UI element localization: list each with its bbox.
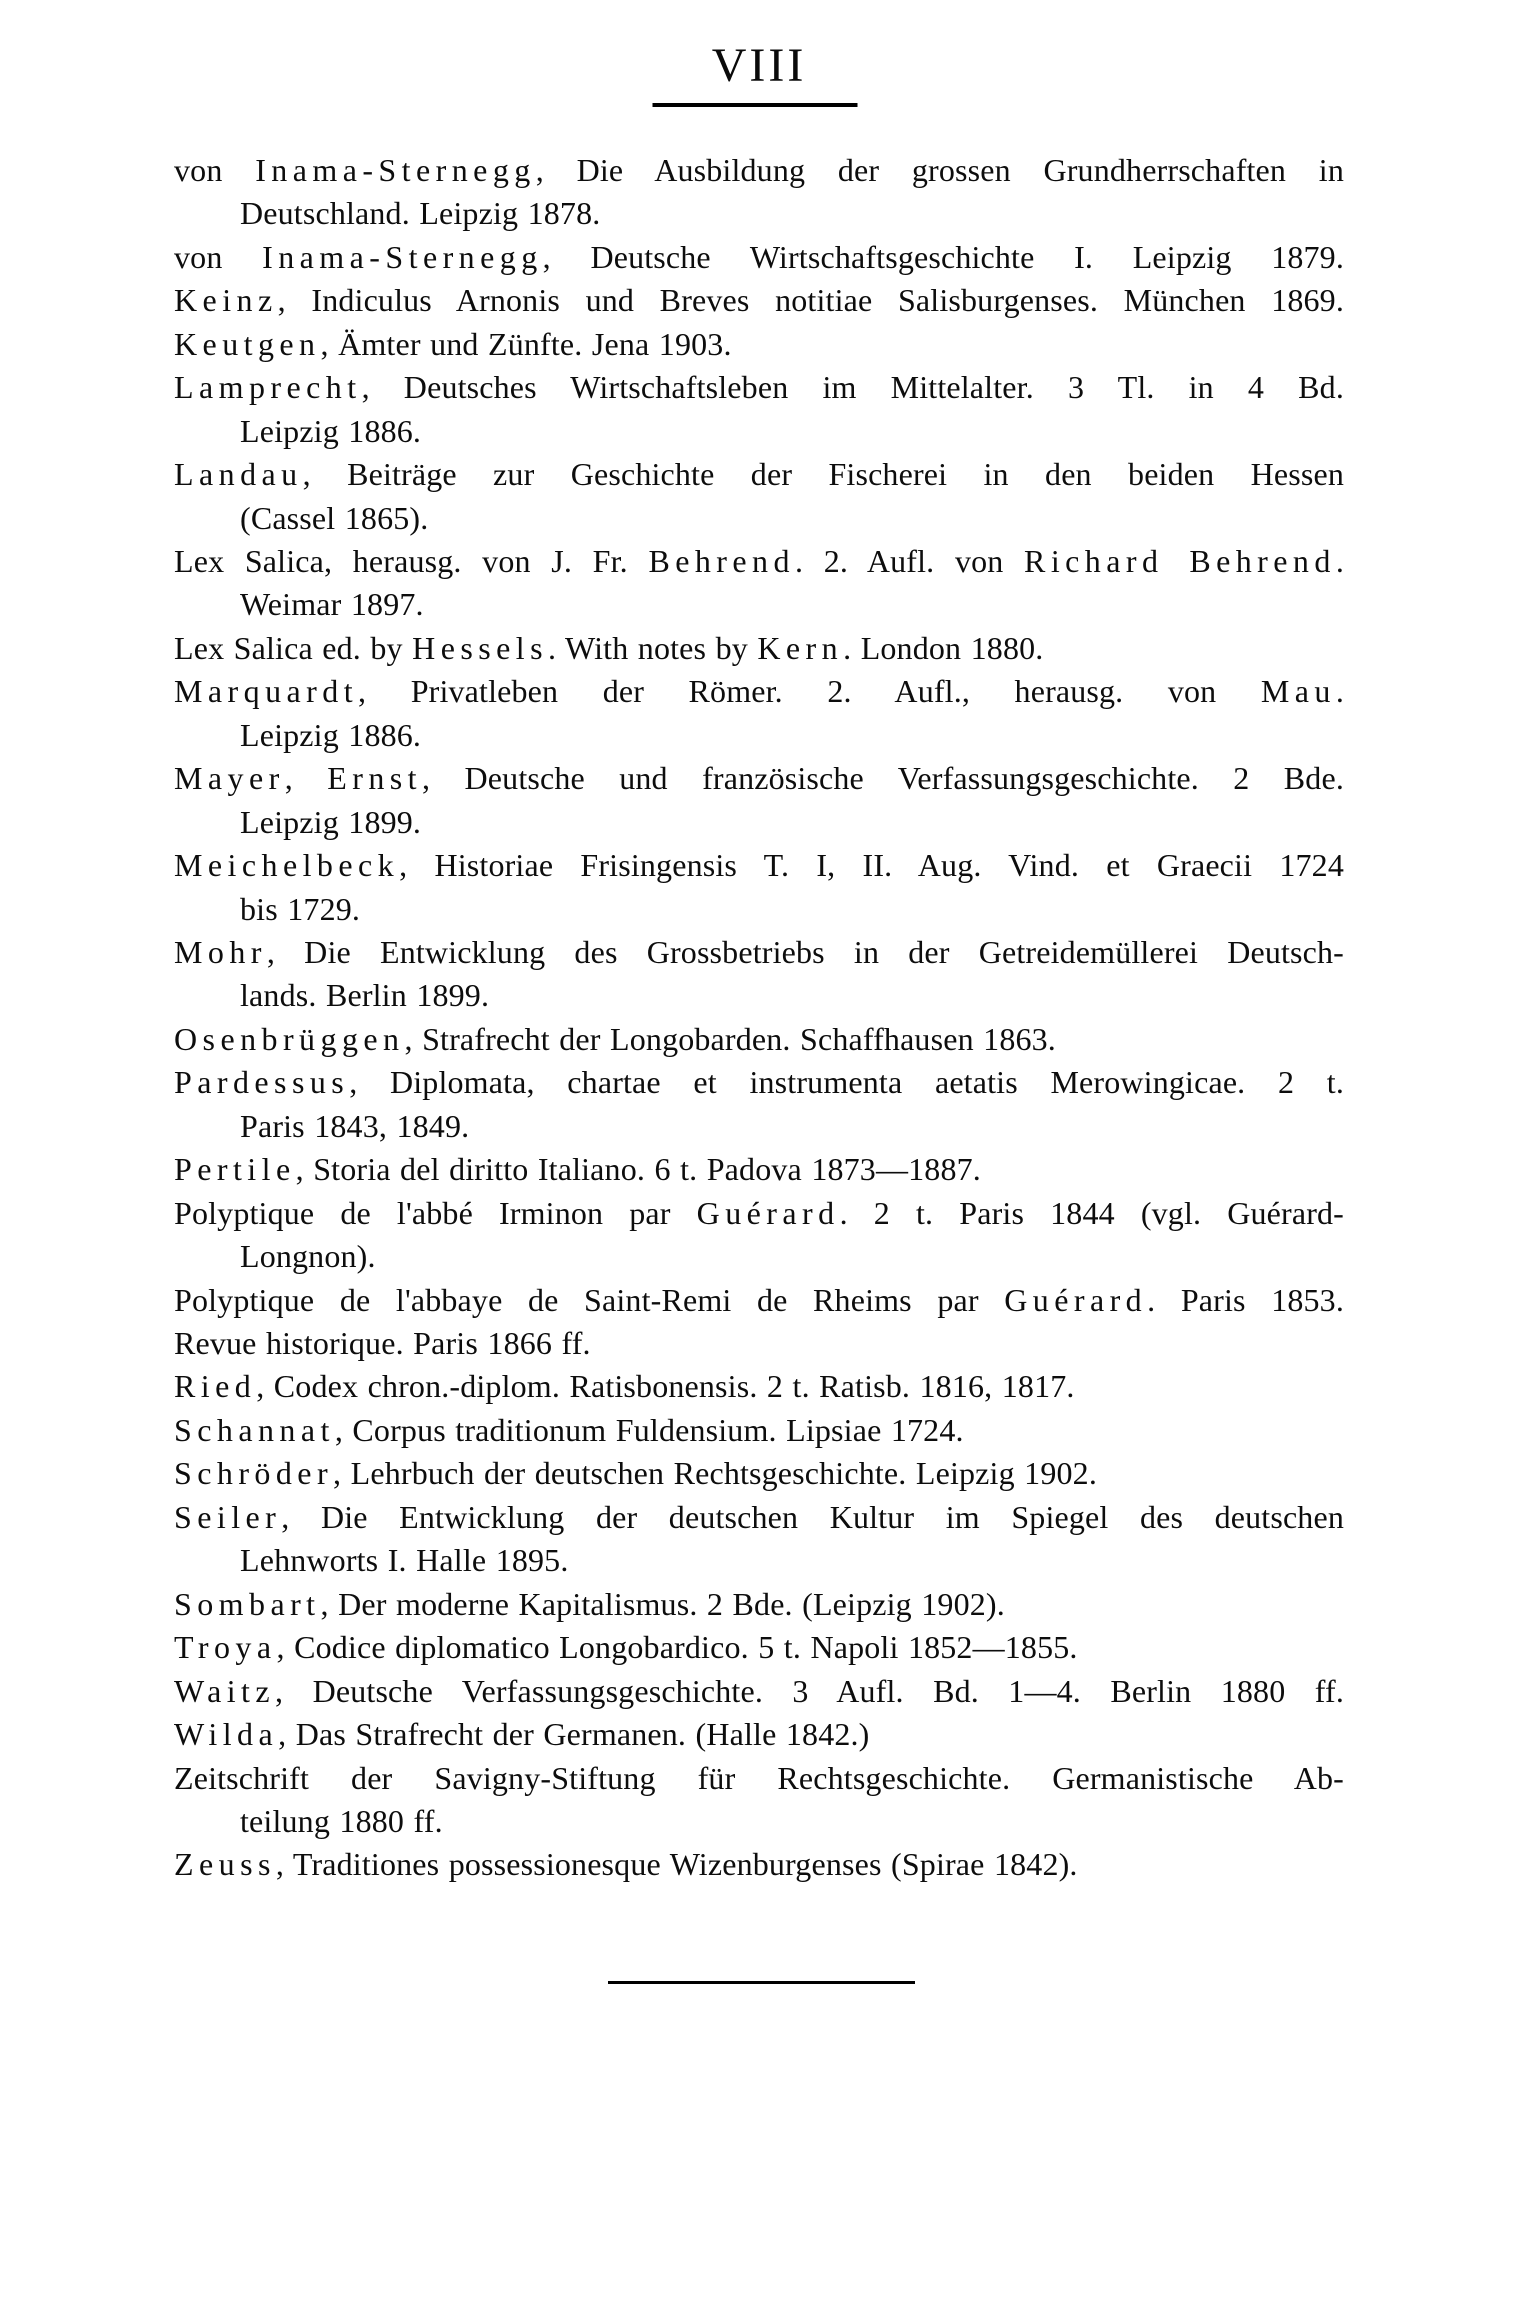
bib-line	[174, 192, 1344, 235]
bib-line	[174, 279, 1344, 322]
bib-line	[174, 844, 1344, 887]
bib-author-name: Mohr	[174, 934, 267, 971]
bib-line	[174, 1496, 1344, 1539]
bib-author-name: Mayer	[174, 760, 285, 797]
bib-line	[174, 670, 1344, 713]
bib-text: Polyptique de l'abbé Irminon par	[174, 1194, 697, 1231]
bib-text: Zeitschrift der Savigny-Stiftung für Rechtsgeschichte. Germanistische Ab-	[174, 1759, 1344, 1796]
footer-rule	[608, 1981, 915, 1984]
bib-text: , Die Ausbildung der grossen Grundherrschaften in	[535, 152, 1344, 188]
bib-text: , Storia del diritto Italiano. 6 t. Padova 1873—1887.	[295, 1151, 981, 1188]
bib-text: . With notes by	[548, 629, 758, 666]
bib-text: , Deutsche und französische Verfassungsgeschichte. 2 Bde.	[422, 760, 1344, 797]
bib-line	[174, 1105, 1344, 1148]
bib-author-name: Schannat	[174, 1411, 335, 1448]
bib-author-name: Landau	[174, 456, 303, 493]
bib-text: Leipzig 1886.	[240, 412, 422, 449]
bib-line	[174, 1018, 1344, 1061]
bib-text: , Codex chron.-diplom. Ratisbonensis. 2 t. Ratisb. 1816, 1817.	[256, 1368, 1075, 1405]
bib-author-name: Troya	[174, 1629, 277, 1666]
page-number-heading: VIII	[711, 39, 807, 92]
bib-author-name: Inama-Sternegg	[255, 152, 536, 188]
bib-text: teilung 1880 ff.	[240, 1802, 443, 1839]
bib-line	[174, 1713, 1344, 1756]
bib-line	[174, 1452, 1344, 1495]
bib-text: . London 1880.	[843, 629, 1044, 666]
bib-author-name: Schröder	[174, 1455, 334, 1492]
bib-author-name: Zeuss	[174, 1846, 276, 1883]
bib-author-name: Pardessus	[174, 1064, 350, 1101]
header-rule	[653, 103, 858, 107]
bib-line	[174, 714, 1344, 757]
bib-line	[174, 1757, 1344, 1800]
bib-author-name: Richard Behrend	[1024, 543, 1336, 579]
bib-line	[174, 453, 1344, 496]
bib-text: Deutschland. Leipzig 1878.	[240, 195, 601, 232]
bib-line	[174, 1843, 1344, 1886]
bib-text: , Indiculus Arnonis und Breves notitiae Salisburgenses. München 1869.	[277, 282, 1344, 319]
bib-text: , Die Entwicklung der deutschen Kultur im Spiegel des deutschen	[281, 1498, 1344, 1535]
bib-author-name: Marquardt	[174, 673, 359, 710]
bib-text: , Deutsche Verfassungsgeschichte. 3 Aufl. Bd. 1—4. Berlin 1880 ff.	[275, 1672, 1344, 1709]
bib-text: Lex Salica ed. by	[174, 629, 413, 666]
bib-text: bis 1729.	[240, 890, 361, 927]
bib-author-name: Guérard	[696, 1194, 840, 1231]
bib-text: Lex Salica, herausg. von J. Fr.	[174, 543, 649, 579]
bib-line	[174, 1800, 1344, 1843]
bib-text: Leipzig 1899.	[240, 803, 422, 840]
bib-text: Lehnworts I. Halle 1895.	[240, 1542, 569, 1579]
bib-author-name: Inama-Sternegg	[262, 238, 543, 275]
bib-text: , Deutsches Wirtschaftsleben im Mittelalter. 3 Tl. in 4 Bd.	[361, 369, 1344, 406]
bib-author-name: Lamprecht	[174, 369, 362, 406]
bib-line	[174, 1365, 1344, 1408]
bib-text: , Lehrbuch der deutschen Rechtsgeschichte. Leipzig 1902.	[333, 1455, 1097, 1492]
bib-text: , Die Entwicklung des Grossbetriebs in der Getreidemüllerei Deutsch-	[266, 934, 1344, 971]
bib-line	[174, 366, 1344, 409]
bib-line	[174, 1670, 1344, 1713]
bib-text: , Deutsche Wirtschaftsgeschichte I. Leipzig 1879.	[542, 238, 1344, 275]
bib-text: , Privatleben der Römer. 2. Aufl., herausg. von	[358, 673, 1261, 710]
bib-line	[174, 1409, 1344, 1452]
bib-text: von	[174, 152, 256, 188]
bib-text: Revue historique. Paris 1866 ff.	[174, 1325, 591, 1362]
bib-author-name: Mau	[1260, 673, 1336, 710]
bib-line	[174, 1279, 1344, 1322]
bib-text: , Traditiones possessionesque Wizenburgenses (Spirae 1842).	[275, 1846, 1078, 1883]
bib-line	[174, 236, 1344, 279]
bib-line	[174, 627, 1344, 670]
bib-text: von	[174, 238, 263, 275]
bib-text: Weimar 1897.	[240, 586, 424, 623]
bib-author-name: Seiler	[174, 1498, 282, 1535]
bib-text: lands. Berlin 1899.	[240, 977, 490, 1014]
bib-author-name: Ernst	[327, 760, 422, 797]
bib-text: ,	[284, 760, 328, 797]
bib-text: . Paris 1853.	[1147, 1281, 1344, 1318]
bibliography-list	[174, 149, 1344, 1887]
bib-line	[174, 540, 1344, 583]
bib-author-name: Guérard	[1004, 1281, 1148, 1318]
bib-line	[174, 888, 1344, 931]
bib-text: .	[1335, 673, 1344, 710]
bib-line	[174, 323, 1344, 366]
bib-line	[174, 974, 1344, 1017]
bib-line	[174, 497, 1344, 540]
bib-text: Leipzig 1886.	[240, 716, 422, 753]
bib-author-name: Behrend	[648, 543, 795, 579]
bib-line	[174, 1192, 1344, 1235]
bib-line	[174, 149, 1344, 192]
bib-author-name: Sombart	[174, 1585, 321, 1622]
bib-text: , Beiträge zur Geschichte der Fischerei in den beiden Hessen	[302, 456, 1344, 493]
bib-author-name: Osenbrüggen	[174, 1020, 405, 1057]
bib-author-name: Kern	[757, 629, 844, 666]
bib-line	[174, 1583, 1344, 1626]
bib-text: Polyptique de l'abbaye de Saint-Remi de Rheims par	[174, 1281, 1005, 1318]
bib-text: .	[1335, 543, 1344, 579]
bib-author-name: Waitz	[174, 1672, 276, 1709]
bib-text: . 2 t. Paris 1844 (vgl. Guérard-	[839, 1194, 1344, 1231]
bib-text: Longnon).	[240, 1238, 376, 1275]
bib-line	[174, 1539, 1344, 1582]
bib-author-name: Keutgen	[174, 325, 321, 362]
bib-text: , Corpus traditionum Fuldensium. Lipsiae 1724.	[334, 1411, 964, 1448]
bib-text: , Historiae Frisingensis T. I, II. Aug. Vind. et Graecii 1724	[399, 847, 1344, 884]
bib-line	[174, 410, 1344, 453]
bib-line	[174, 801, 1344, 844]
bib-author-name: Pertile	[174, 1151, 296, 1188]
bib-text: , Der moderne Kapitalismus. 2 Bde. (Leipzig 1902).	[320, 1585, 1005, 1622]
bib-author-name: Ried	[174, 1368, 257, 1405]
bib-author-name: Wilda	[174, 1716, 279, 1753]
bib-text: , Strafrecht der Longobarden. Schaffhausen 1863.	[404, 1020, 1056, 1057]
bib-line	[174, 1322, 1344, 1365]
bib-author-name: Hessels	[412, 629, 548, 666]
bib-text: (Cassel 1865).	[240, 499, 429, 536]
bib-author-name: Keinz	[174, 282, 278, 319]
bib-line	[174, 1626, 1344, 1669]
bib-line	[174, 1061, 1344, 1104]
bib-line	[174, 757, 1344, 800]
bib-author-name: Meichelbeck	[174, 847, 400, 884]
bib-text: . 2. Aufl. von	[794, 543, 1025, 579]
bib-line	[174, 931, 1344, 974]
bib-text: , Codice diplomatico Longobardico. 5 t. Napoli 1852—1855.	[276, 1629, 1078, 1666]
bib-line	[174, 1148, 1344, 1191]
bib-text: , Diplomata, chartae et instrumenta aetatis Merowingicae. 2 t.	[349, 1064, 1344, 1101]
bib-text: , Das Strafrecht der Germanen. (Halle 1842.)	[278, 1716, 870, 1753]
bib-text: , Ämter und Zünfte. Jena 1903.	[320, 325, 732, 362]
bib-line	[174, 583, 1344, 626]
bib-text: Paris 1843, 1849.	[240, 1107, 470, 1144]
bib-line	[174, 1235, 1344, 1278]
